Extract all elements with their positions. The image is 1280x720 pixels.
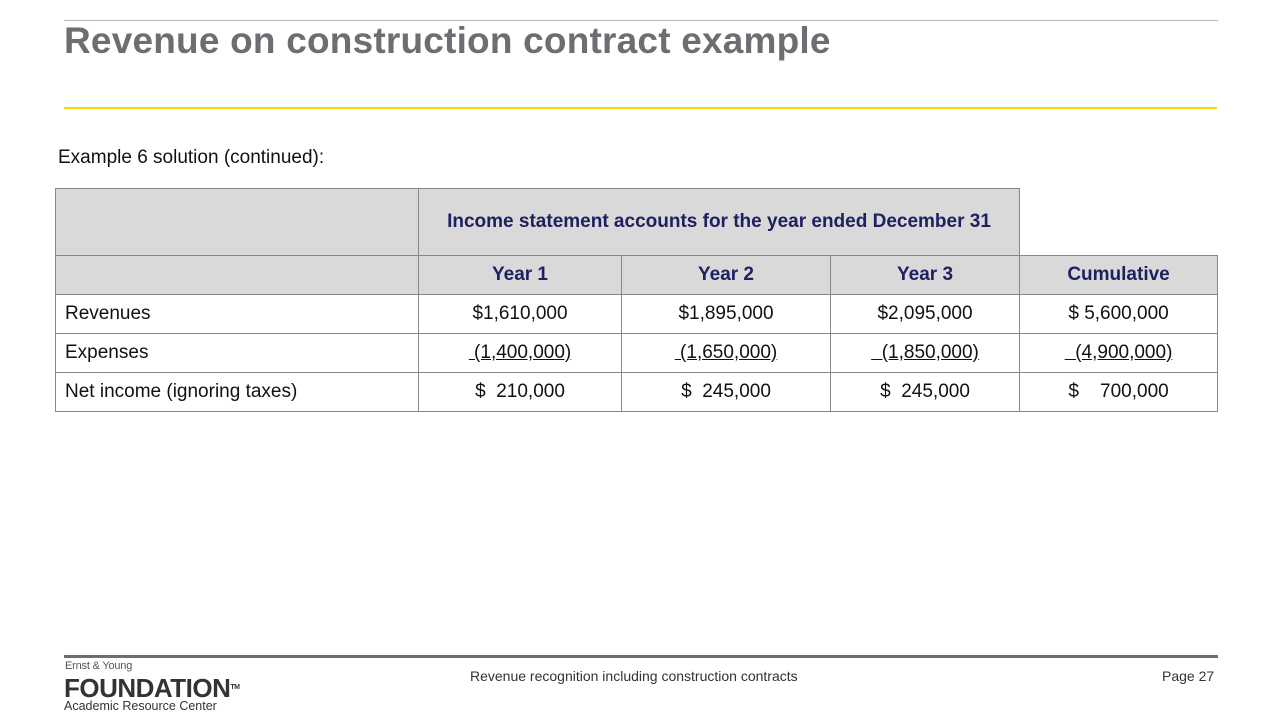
logo-trademark: TM <box>230 684 240 691</box>
column-header-year-1: Year 1 <box>419 256 622 295</box>
table-header-row <box>56 189 1218 256</box>
revenues-cumulative: $ 5,600,000 <box>1020 295 1218 334</box>
logo-top-text: Ernst & Young <box>65 660 133 672</box>
net-income-cumulative: $ 700,000 <box>1020 373 1218 412</box>
ey-foundation-logo <box>64 660 244 720</box>
slide-subtitle: Example 6 solution (continued): <box>58 147 325 168</box>
logo-wordmark-text: FOUNDATION <box>64 673 231 703</box>
table-row-net-income <box>56 373 1218 412</box>
page-number: Page 27 <box>1162 668 1215 684</box>
row-label-net-income: Net income (ignoring taxes) <box>56 373 419 412</box>
column-header-cumulative: Cumulative <box>1020 256 1218 295</box>
revenues-year-1: $1,610,000 <box>419 295 622 334</box>
income-statement-header: Income statement accounts for the year ended December 31 <box>419 189 1020 256</box>
expenses-cumulative: (4,900,000) <box>1064 342 1173 363</box>
net-income-year-2: $ 245,000 <box>622 373 831 412</box>
header-corner-cell <box>56 189 419 256</box>
net-income-year-1: $ 210,000 <box>419 373 622 412</box>
net-income-year-3: $ 245,000 <box>831 373 1020 412</box>
revenues-year-2: $1,895,000 <box>622 295 831 334</box>
footer-rule <box>64 655 1218 658</box>
revenues-year-3: $2,095,000 <box>831 295 1020 334</box>
column-header-row <box>56 256 1218 295</box>
footer-center-text: Revenue recognition including construction contracts <box>470 668 798 684</box>
expenses-year-1: (1,400,000) <box>468 342 572 363</box>
table-row-revenues <box>56 295 1218 334</box>
logo-subtitle: Academic Resource Center <box>64 699 217 713</box>
expenses-year-2: (1,650,000) <box>674 342 778 363</box>
row-label-expenses: Expenses <box>56 334 419 373</box>
expenses-year-3: (1,850,000) <box>871 342 979 363</box>
column-header-corner <box>56 256 419 295</box>
table-row-expenses <box>56 334 1218 373</box>
income-statement-table <box>55 188 1218 412</box>
column-header-year-2: Year 2 <box>622 256 831 295</box>
slide-title: Revenue on construction contract example <box>64 20 831 61</box>
row-label-revenues: Revenues <box>56 295 419 334</box>
column-header-year-3: Year 3 <box>831 256 1020 295</box>
header-empty-cell <box>1020 189 1218 256</box>
title-accent-rule <box>64 107 1217 109</box>
